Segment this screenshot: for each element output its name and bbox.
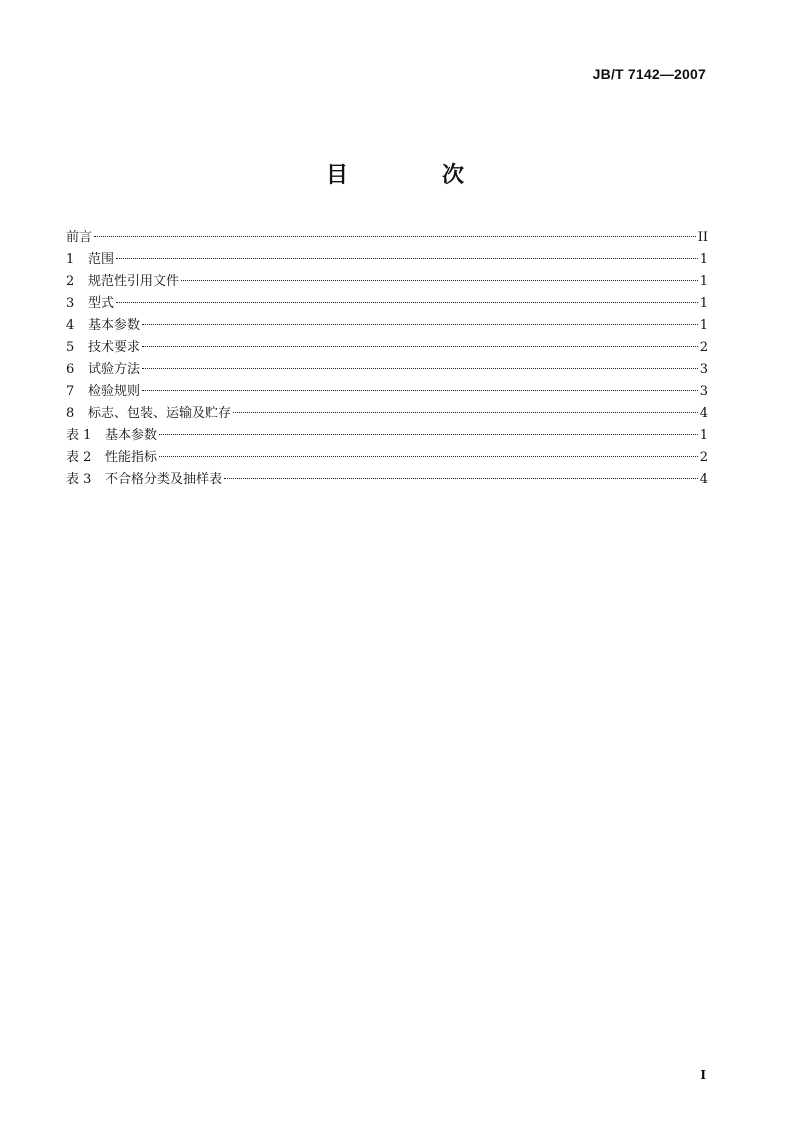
toc-entry-inspection-rules[interactable] [66,381,708,403]
dot-leader [224,478,698,479]
toc-entry-page: 1 [699,318,708,333]
toc-entry-number: 4 [66,318,75,333]
toc-entry-marking-packaging[interactable] [66,403,708,425]
toc-entry-page: 4 [699,472,708,487]
toc-entry-page: 3 [699,384,708,399]
toc-entry-label: 范围 [88,252,115,267]
toc-entry-number: 3 [66,296,75,311]
toc-entry-type[interactable] [66,293,708,315]
toc-entry-number: 表 1 [66,428,92,443]
dot-leader [142,346,698,347]
toc-entry-label: 技术要求 [88,340,141,355]
toc-entry-basic-parameters[interactable] [66,315,708,337]
toc-entry-number: 7 [66,384,75,399]
toc-entry-page: 1 [699,274,708,289]
toc-entry-label: 性能指标 [105,450,158,465]
toc-entry-page: II [697,230,708,245]
table-of-contents [66,227,708,491]
toc-entry-label: 不合格分类及抽样表 [105,472,223,487]
toc-entry-page: 3 [699,362,708,377]
toc-entry-number: 6 [66,362,75,377]
dot-leader [159,434,698,435]
dot-leader [142,390,698,391]
toc-entry-number: 1 [66,252,75,267]
toc-entry-scope[interactable] [66,249,708,271]
toc-entry-normative-references[interactable] [66,271,708,293]
toc-entry-label: 前言 [66,230,93,245]
dot-leader [233,412,698,413]
toc-entry-number: 8 [66,406,75,421]
toc-entry-page: 1 [699,428,708,443]
toc-entry-label: 检验规则 [88,384,141,399]
toc-entry-label: 标志、包装、运输及贮存 [88,406,232,421]
dot-leader [94,236,696,237]
dot-leader [116,302,698,303]
toc-entry-page: 2 [699,340,708,355]
toc-entry-number: 2 [66,274,75,289]
toc-entry-label: 试验方法 [88,362,141,377]
dot-leader [142,368,698,369]
toc-title: 目 次 [325,163,500,188]
toc-entry-table-3[interactable] [66,469,708,491]
document-code: JB/T 7142—2007 [592,66,706,82]
page-number: I [700,1068,706,1082]
toc-entry-test-methods[interactable] [66,359,708,381]
toc-entry-label: 型式 [88,296,115,311]
toc-entry-page: 2 [699,450,708,465]
toc-entry-page: 4 [699,406,708,421]
toc-entry-table-2[interactable] [66,447,708,469]
toc-entry-technical-requirements[interactable] [66,337,708,359]
dot-leader [159,456,698,457]
toc-entry-foreword[interactable] [66,227,708,249]
toc-entry-number: 表 2 [66,450,92,465]
toc-entry-page: 1 [699,296,708,311]
toc-entry-number: 表 3 [66,472,92,487]
toc-entry-label: 基本参数 [105,428,158,443]
toc-entry-label: 基本参数 [88,318,141,333]
dot-leader [181,280,698,281]
dot-leader [116,258,698,259]
toc-entry-label: 规范性引用文件 [88,274,180,289]
toc-entry-table-1[interactable] [66,425,708,447]
dot-leader [142,324,698,325]
toc-entry-page: 1 [699,252,708,267]
toc-entry-number: 5 [66,340,75,355]
